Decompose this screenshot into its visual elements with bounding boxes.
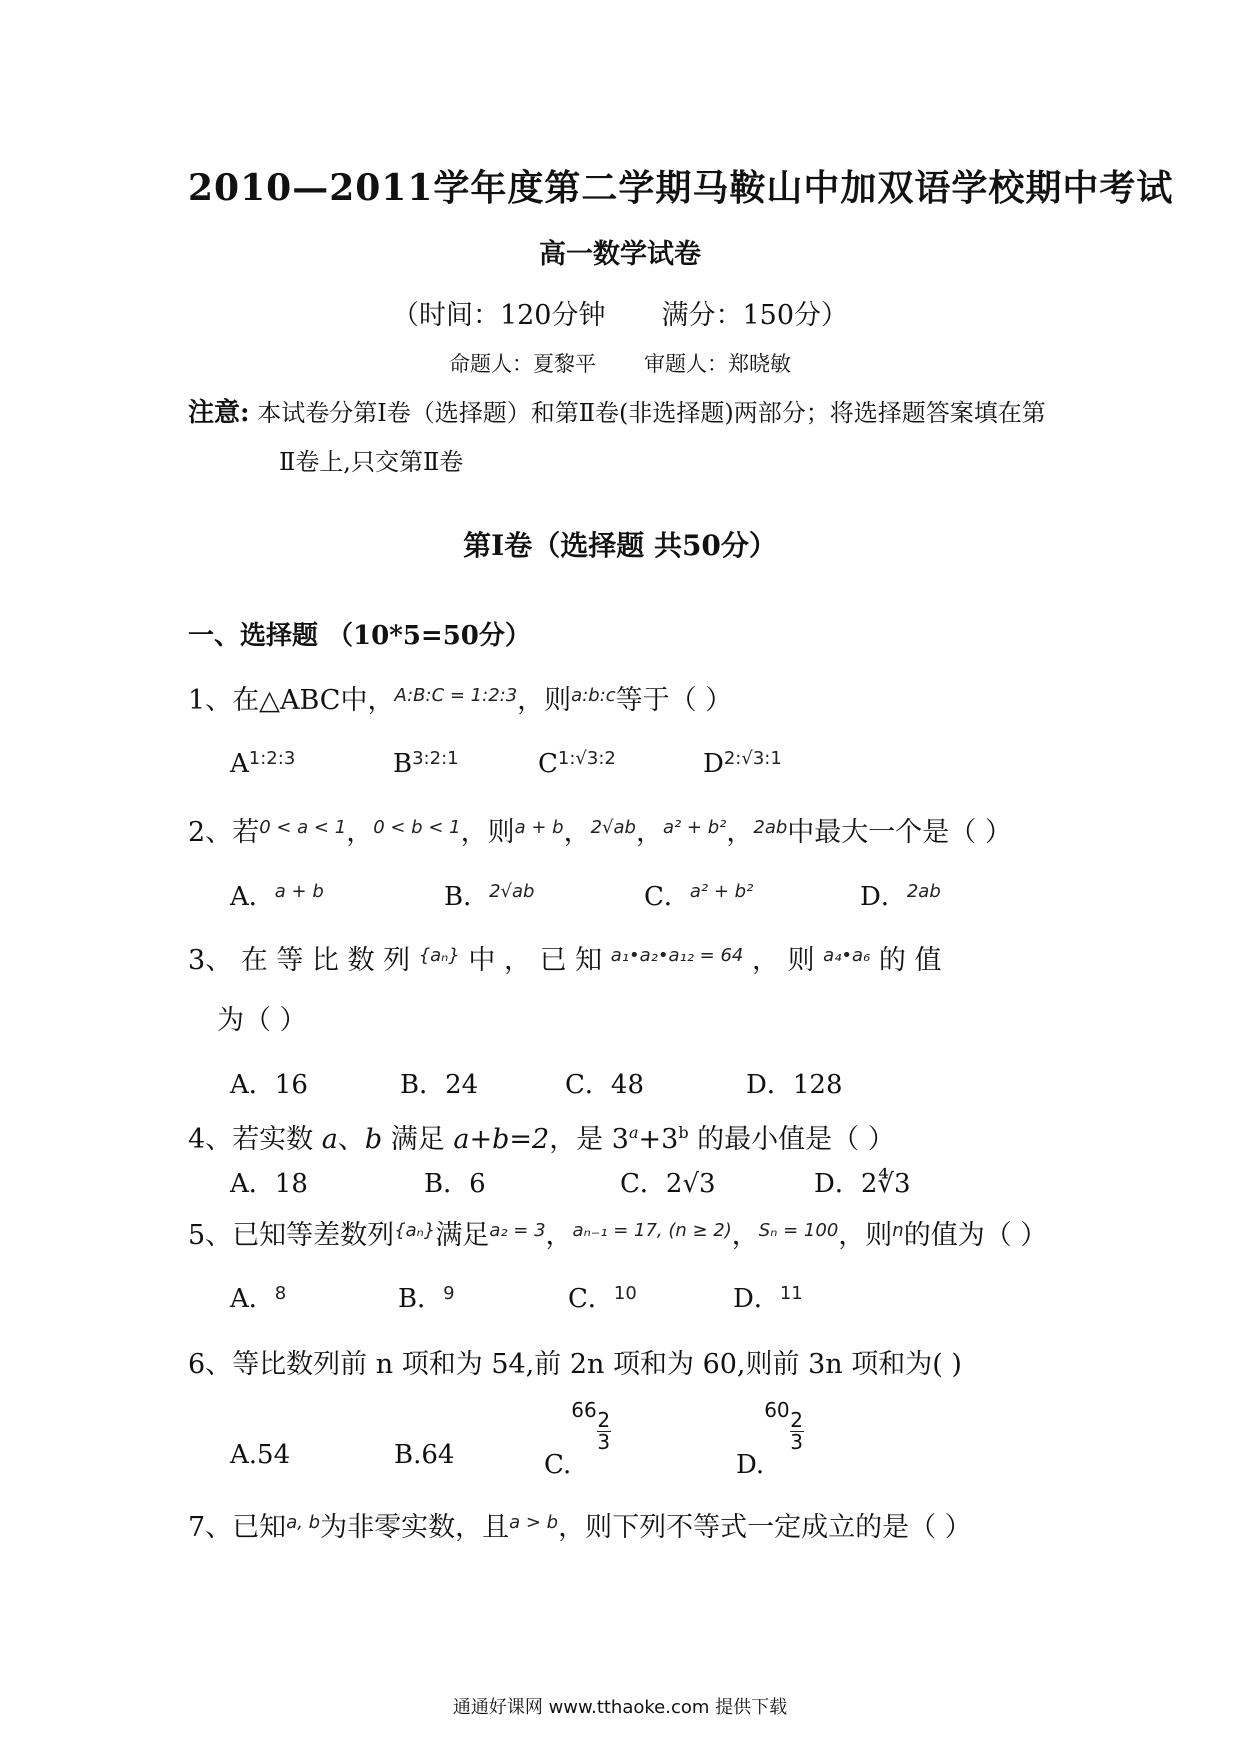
option-value: 2:√3:1 — [723, 748, 782, 769]
math-expression: {aₙ} — [394, 1220, 436, 1241]
option-d — [703, 748, 782, 779]
exam-title: 2010—2011学年度第二学期马鞍山中加双语学校期中考试 — [188, 167, 1174, 209]
option-letter: C. — [544, 1450, 572, 1480]
separator: 、 — [337, 1124, 365, 1155]
math-expression: 2√ab — [590, 817, 636, 838]
option-a — [230, 1064, 308, 1101]
option-c — [544, 1398, 611, 1480]
option-b — [424, 1163, 486, 1200]
question-4 — [188, 1117, 895, 1156]
part-title: 第Ⅰ卷（选择题 共50分） — [463, 529, 777, 562]
option-a — [230, 876, 324, 913]
option-value: 10 — [613, 1283, 637, 1304]
option-d — [733, 1278, 803, 1315]
question-3 — [188, 938, 1118, 977]
mixed-number-whole: 66 — [571, 1398, 597, 1422]
option-value: 3:2:1 — [412, 748, 459, 769]
option-a — [230, 1278, 286, 1315]
exam-time-info — [0, 293, 1240, 332]
notice-line — [188, 392, 1046, 429]
notice-label: 注意: — [188, 398, 250, 428]
option-letter: C — [538, 749, 558, 779]
math-expression: a:b:c — [571, 685, 616, 706]
reviewer-text: 审题人：郑晓敏 — [644, 352, 791, 376]
option-b — [394, 1440, 454, 1470]
question-1 — [188, 678, 732, 717]
question-text: ，则 — [517, 685, 572, 716]
question-text: 中 ， 已 知 — [468, 945, 603, 976]
math-expression: 0 < b < 1 — [373, 817, 461, 838]
question-text: 若 — [232, 817, 260, 848]
fraction-numerator: 2 — [597, 1408, 611, 1432]
condition: a+b=2 — [453, 1124, 550, 1155]
exam-authors — [0, 348, 1240, 378]
option-c — [565, 1064, 644, 1101]
math-expression: n — [892, 1220, 904, 1241]
question-number: 7、 — [188, 1512, 233, 1543]
option-value: 18 — [274, 1169, 308, 1199]
option-d — [746, 1064, 843, 1101]
question-text: ，则 — [460, 817, 515, 848]
question-text: 等于（ ） — [615, 685, 733, 716]
separator: ， — [731, 1220, 759, 1251]
notice-line-2: Ⅱ卷上,只交第Ⅱ卷 — [279, 448, 464, 476]
separator: ， — [346, 817, 374, 848]
question-text: ，则 — [838, 1220, 893, 1251]
option-b — [398, 1278, 455, 1315]
option-letter: B． — [400, 1070, 446, 1100]
option-a — [230, 1163, 308, 1200]
option-value: 11 — [779, 1283, 803, 1304]
math-expression: A:B:C = 1:2:3 — [394, 685, 518, 706]
option-letter: D． — [814, 1169, 861, 1199]
question-text: 为非零实数，且 — [320, 1512, 510, 1543]
exam-subtitle: 高一数学试卷 — [539, 239, 701, 270]
option-b — [393, 748, 459, 779]
question-number: 2、 — [188, 817, 233, 848]
variable: b — [364, 1124, 383, 1155]
option-c — [620, 1163, 716, 1200]
separator: ， — [726, 817, 754, 848]
option-letter: D． — [746, 1070, 793, 1100]
option-b — [400, 1064, 478, 1101]
option-value: 2√3 — [665, 1169, 716, 1199]
fraction-denominator: 3 — [790, 1430, 803, 1454]
question-number: 6、 — [188, 1349, 233, 1380]
option-letter: C． — [620, 1169, 666, 1199]
option-letter: A． — [230, 1169, 275, 1199]
option-value: 128 — [792, 1070, 843, 1100]
variable: a — [321, 1124, 338, 1155]
option-letter: D — [703, 749, 724, 779]
option-letter: D． — [733, 1284, 780, 1314]
option-value: 1:2:3 — [248, 748, 296, 769]
option-b — [444, 876, 535, 913]
question-number: 5、 — [188, 1220, 233, 1251]
mixed-number-whole: 60 — [764, 1398, 790, 1422]
math-expression: 0 < a < 1 — [259, 817, 347, 838]
option-a — [230, 748, 295, 779]
option-value: a + b — [274, 881, 324, 902]
question-text: 等比数列前 n 项和为 54,前 2n 项和为 60,则前 3n 项和为( ) — [232, 1349, 962, 1380]
option-d — [860, 876, 941, 913]
question-3-continued: 为（ ） — [217, 1005, 307, 1036]
option-value: 54 — [257, 1440, 291, 1470]
option-letter: B — [393, 749, 413, 779]
question-6 — [188, 1342, 962, 1381]
option-c — [644, 876, 753, 913]
option-d — [814, 1163, 911, 1200]
option-value: 24 — [445, 1070, 479, 1100]
question-text: 已知等差数列 — [232, 1220, 395, 1251]
option-value: 6 — [469, 1169, 486, 1199]
exponent: a — [628, 1123, 639, 1142]
option-letter: C． — [568, 1284, 614, 1314]
exponent: b — [678, 1123, 689, 1142]
math-expression: 2ab — [753, 817, 788, 838]
option-value: 9 — [443, 1283, 455, 1304]
option-letter: A. — [230, 1440, 258, 1470]
option-letter: A． — [230, 882, 275, 912]
option-c — [568, 1278, 637, 1315]
fraction-numerator: 2 — [790, 1408, 803, 1432]
option-value: 16 — [274, 1070, 308, 1100]
fraction-denominator: 3 — [597, 1430, 611, 1454]
question-number: 4、 — [188, 1124, 233, 1155]
separator: ， — [635, 817, 663, 848]
question-text: 满足 — [390, 1124, 445, 1155]
option-letter: C． — [644, 882, 690, 912]
fraction — [790, 1410, 804, 1453]
math-expression: a + b — [514, 817, 564, 838]
option-value: a² + b² — [689, 881, 754, 902]
option-letter: B. — [394, 1440, 422, 1470]
option-value: 2√ab — [489, 881, 535, 902]
option-value: 8 — [274, 1283, 287, 1304]
fraction — [597, 1410, 611, 1453]
option-d — [736, 1398, 804, 1480]
question-text: 、 在 等 比 数 列 — [205, 945, 411, 976]
question-text: 若实数 — [232, 1124, 314, 1155]
option-letter: B． — [424, 1169, 470, 1199]
question-text: 中最大一个是（ ） — [787, 817, 1012, 848]
math-expression: a² + b² — [662, 817, 727, 838]
option-letter: A． — [230, 1284, 275, 1314]
option-c — [538, 748, 616, 779]
option-value: 48 — [610, 1070, 644, 1100]
author-text: 命题人：夏黎平 — [449, 352, 596, 376]
option-letter: A — [230, 749, 249, 779]
section-title: 一、选择题 （10*5=50分） — [188, 621, 531, 651]
question-7 — [188, 1505, 972, 1544]
math-expression: a₄•a₆ — [823, 945, 871, 966]
math-expression: Sₙ = 100 — [758, 1220, 839, 1241]
math-expression: a, b — [286, 1512, 321, 1533]
page-footer: 通通好课网 www.tthaoke.com 提供下载 — [452, 1697, 788, 1718]
question-text: 已知 — [232, 1512, 287, 1543]
question-text: ， 则 — [751, 945, 815, 976]
question-number: 3 — [188, 945, 206, 976]
option-value: 64 — [421, 1440, 455, 1470]
question-text: 的值为（ ） — [903, 1220, 1048, 1251]
separator: ， — [545, 1220, 573, 1251]
question-2 — [188, 810, 1012, 849]
time-text: （时间：120分钟 — [391, 300, 606, 331]
option-letter: A． — [230, 1070, 275, 1100]
question-text: 的最小值是（ ） — [697, 1124, 895, 1155]
option-a — [230, 1440, 290, 1470]
math-expression: {aₙ} — [418, 945, 460, 966]
separator: ， — [563, 817, 591, 848]
math-expression: aₙ₋₁ = 17, (n ≥ 2) — [572, 1220, 732, 1241]
question-text: +3 — [638, 1124, 679, 1155]
question-text: ，是 3 — [549, 1124, 629, 1155]
score-text: 满分：150分） — [661, 300, 849, 331]
option-letter: C． — [565, 1070, 611, 1100]
question-number: 1、 — [188, 685, 233, 716]
question-text: 的 值 — [878, 945, 942, 976]
question-text: 在△ABC中， — [232, 685, 395, 716]
option-letter: B． — [444, 882, 490, 912]
question-text: ，则下列不等式一定成立的是（ ） — [558, 1512, 972, 1543]
question-text: 满足 — [435, 1220, 490, 1251]
math-expression: a₁•a₂•a₁₂ = 64 — [610, 945, 744, 966]
option-value: 2∜3 — [860, 1169, 911, 1199]
option-letter: B． — [398, 1284, 444, 1314]
question-5 — [188, 1213, 1047, 1252]
option-value: 2ab — [906, 881, 941, 902]
option-letter: D． — [860, 882, 907, 912]
notice-text: 本试卷分第Ⅰ卷（选择题）和第Ⅱ卷(非选择题)两部分；将选择题答案填在第 — [257, 399, 1046, 427]
math-expression: a > b — [509, 1512, 559, 1533]
option-letter: D. — [736, 1450, 765, 1480]
option-value: 1:√3:2 — [557, 748, 616, 769]
math-expression: a₂ = 3 — [489, 1220, 546, 1241]
